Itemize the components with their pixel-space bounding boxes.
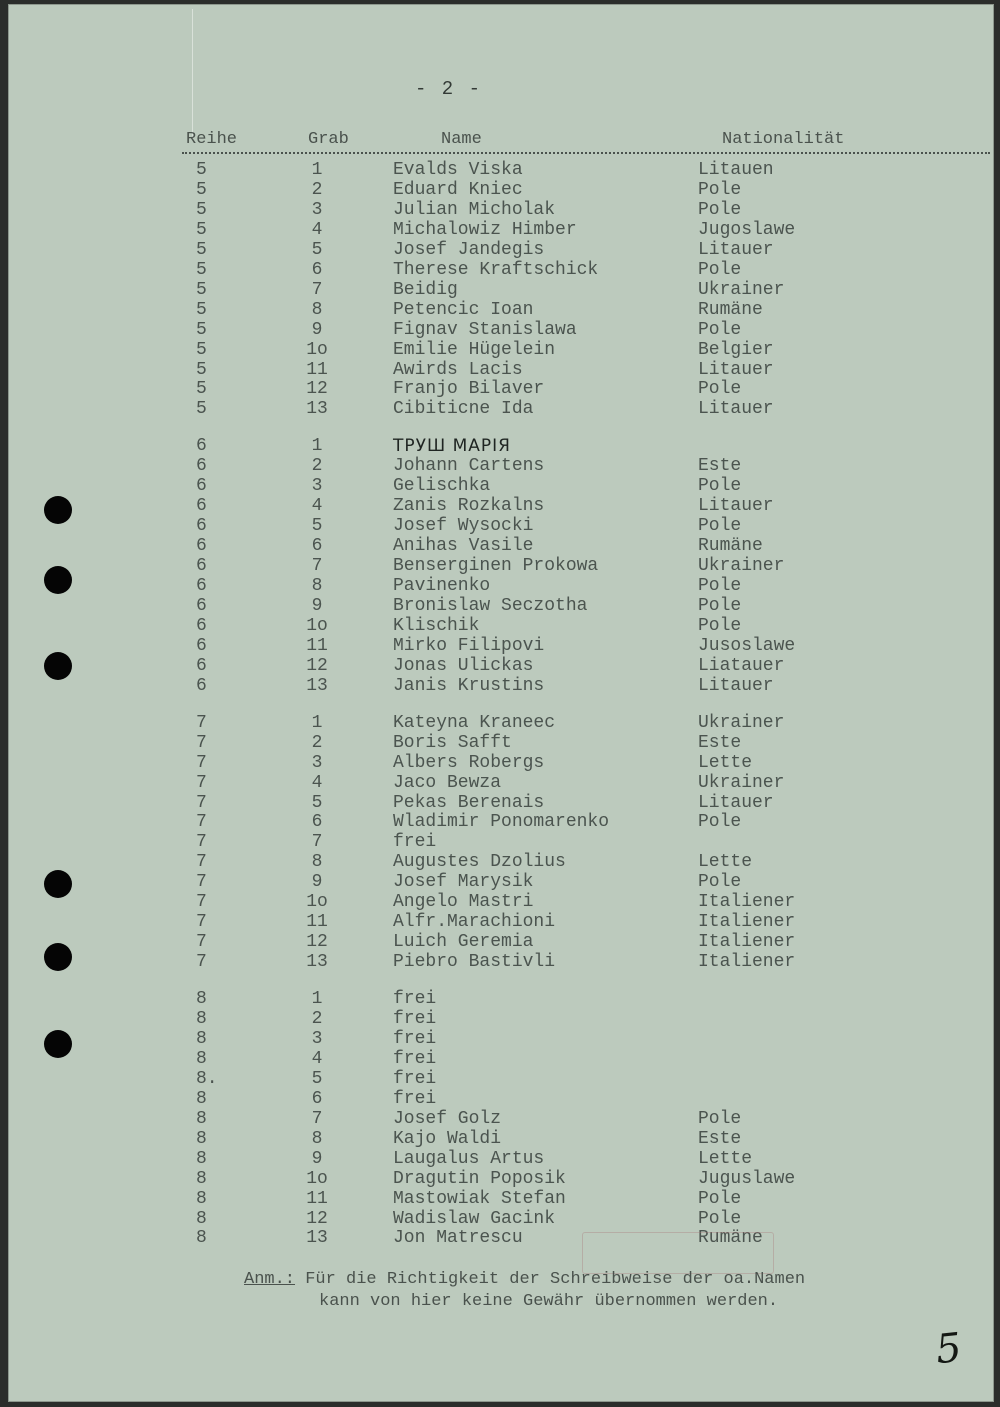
table-row (0, 616, 1000, 636)
reihe-cell: 6 (196, 456, 207, 477)
grab-cell: 1o (306, 892, 328, 913)
reihe-cell: 8 (196, 1108, 207, 1129)
table-row (0, 713, 1000, 733)
nationality-cell: Ukrainer (698, 712, 785, 733)
grab-cell: 4 (311, 1048, 323, 1069)
reihe-cell: 8 (196, 1009, 207, 1029)
grab-cell: 6 (311, 259, 323, 280)
grab-cell: 2 (311, 179, 323, 200)
grab-cell: 12 (306, 1208, 328, 1229)
nationality-cell: Litauen (698, 160, 774, 180)
reihe-cell: 7 (196, 912, 207, 933)
nationality-cell: Litauer (698, 239, 774, 260)
name-cell: Klischik (393, 615, 480, 636)
reihe-cell: 5 (196, 319, 207, 340)
nationality-cell: Este (698, 732, 742, 753)
reihe-cell: 5 (196, 379, 207, 400)
reihe-cell: 6 (196, 615, 207, 636)
note-text-1: Für die Richtigkeit der Schreibweise der oa.Namen (305, 1270, 806, 1289)
name-cell: Pavinenko (393, 576, 491, 596)
table-row (0, 912, 1000, 932)
name-cell: Mastowiak Stefan (393, 1188, 566, 1209)
grab-cell: 9 (311, 319, 323, 340)
grab-cell: 9 (311, 872, 323, 893)
name-cell: Jonas Ulickas (393, 655, 534, 676)
name-cell: ТРУШ МАРІЯ (393, 436, 511, 457)
grab-cell: 4 (311, 772, 323, 793)
grab-cell: 1 (311, 160, 323, 180)
grab-cell: 1o (306, 1168, 328, 1189)
grab-cell: 8 (311, 576, 323, 596)
grab-cell: 11 (306, 635, 328, 656)
table-row (0, 536, 1000, 556)
nationality-cell: Rumäne (698, 1228, 763, 1249)
reihe-cell: 6 (196, 476, 207, 497)
grab-cell: 7 (311, 832, 323, 853)
grab-cell: 12 (306, 379, 328, 400)
grab-cell: 6 (311, 812, 323, 833)
nationality-cell: Pole (698, 872, 742, 893)
name-cell: frei (393, 1068, 437, 1089)
name-cell: Emilie Hügelein (393, 339, 556, 360)
name-cell: Franjo Bilaver (393, 379, 545, 400)
name-cell: Gelischka (393, 476, 491, 497)
reihe-cell: 7 (196, 832, 207, 853)
nationality-cell: Juguslawe (698, 1168, 796, 1189)
table-row (0, 952, 1000, 972)
grab-cell: 11 (306, 359, 328, 380)
table-row (0, 989, 1000, 1009)
grab-cell: 8 (311, 299, 323, 320)
name-cell: frei (393, 1048, 437, 1069)
name-cell: Therese Kraftschick (393, 259, 599, 280)
name-cell: Michalowiz Himber (393, 219, 577, 240)
name-cell: frei (393, 832, 437, 853)
nationality-cell: Pole (698, 595, 742, 616)
nationality-cell: Pole (698, 576, 742, 596)
reihe-cell: 7 (196, 932, 207, 953)
nationality-cell: Litauer (698, 792, 774, 813)
reihe-cell: 5 (196, 339, 207, 360)
name-cell: Mirko Filipovi (393, 635, 545, 656)
nationality-cell: Lette (698, 752, 753, 773)
nationality-cell: Ukrainer (698, 556, 785, 577)
header-divider (182, 152, 990, 154)
grab-cell: 4 (311, 219, 323, 240)
grab-cell: 7 (311, 1108, 323, 1129)
reihe-cell: 7 (196, 792, 207, 813)
name-cell: Awirds Lacis (393, 359, 523, 380)
table-row (0, 260, 1000, 280)
nationality-cell: Este (698, 456, 742, 477)
page-number: - 2 - (415, 78, 483, 100)
grab-cell: 6 (311, 536, 323, 557)
reihe-cell: 5 (196, 199, 207, 220)
grab-cell: 8 (311, 852, 323, 873)
table-row (0, 753, 1000, 773)
reihe-cell: 5 (196, 279, 207, 300)
faint-pencil-notes (815, 1012, 935, 1262)
table-row (0, 476, 1000, 496)
reihe-cell: 8 (196, 1208, 207, 1229)
reihe-cell: 8 (196, 1088, 207, 1109)
reihe-cell: 5 (196, 179, 207, 200)
table-row (0, 340, 1000, 360)
table-row (0, 932, 1000, 952)
name-cell: frei (393, 1088, 437, 1109)
reihe-cell: 6 (196, 496, 207, 517)
table-row (0, 280, 1000, 300)
nationality-cell: Litauer (698, 399, 774, 420)
table-row (0, 379, 1000, 399)
reihe-cell: 7 (196, 812, 207, 833)
reihe-cell: 5 (196, 299, 207, 320)
nationality-cell: Rumäne (698, 299, 763, 320)
reihe-cell: 8. (196, 1068, 218, 1089)
grab-cell: 13 (306, 952, 328, 973)
name-cell: Wadislaw Gacink (393, 1208, 556, 1229)
name-cell: Beidig (393, 279, 458, 300)
table-row (0, 556, 1000, 576)
handwritten-page-mark: 5 (933, 1324, 964, 1374)
name-cell: Piebro Bastivli (393, 952, 556, 973)
name-cell: Augustes Dzolius (393, 852, 566, 873)
grab-cell: 3 (311, 199, 323, 220)
grab-cell: 3 (311, 476, 323, 497)
nationality-cell: Pole (698, 1188, 742, 1209)
reihe-cell: 7 (196, 852, 207, 873)
name-cell: Jaco Bewza (393, 772, 502, 793)
table-row (0, 656, 1000, 676)
nationality-cell: Pole (698, 319, 742, 340)
grab-cell: 9 (311, 1148, 323, 1169)
reihe-cell: 8 (196, 1228, 207, 1249)
name-cell: Jon Matrescu (393, 1228, 523, 1249)
grab-cell: 3 (311, 1028, 323, 1049)
reihe-cell: 6 (196, 516, 207, 537)
grab-cell: 6 (311, 1088, 323, 1109)
fold-line (192, 9, 193, 139)
faded-stamp (582, 1232, 774, 1274)
grab-cell: 7 (311, 556, 323, 577)
name-cell: Pekas Berenais (393, 792, 545, 813)
grab-cell: 5 (311, 516, 323, 537)
grab-cell: 2 (311, 732, 323, 753)
reihe-cell: 7 (196, 732, 207, 753)
reihe-cell: 6 (196, 436, 207, 457)
grab-cell: 2 (311, 1009, 323, 1029)
table-row (0, 436, 1000, 456)
note-label: Anm.: (244, 1270, 296, 1289)
grab-cell: 11 (306, 1188, 328, 1209)
nationality-cell: Italiener (698, 952, 796, 973)
name-cell: frei (393, 1009, 437, 1029)
name-cell: Angelo Mastri (393, 892, 534, 913)
table-row (0, 576, 1000, 596)
reihe-cell: 5 (196, 239, 207, 260)
nationality-cell: Liatauer (698, 655, 785, 676)
reihe-cell: 5 (196, 219, 207, 240)
table-row (0, 200, 1000, 220)
name-cell: Janis Krustins (393, 675, 545, 696)
reihe-cell: 7 (196, 752, 207, 773)
grab-cell: 1o (306, 339, 328, 360)
nationality-cell: Jusoslawe (698, 635, 796, 656)
name-cell: Alfr.Marachioni (393, 912, 556, 933)
grab-cell: 1 (311, 712, 323, 733)
reihe-cell: 7 (196, 872, 207, 893)
name-cell: Petencic Ioan (393, 299, 534, 320)
table-row (0, 852, 1000, 872)
nationality-cell: Ukrainer (698, 279, 785, 300)
name-cell: Cibiticne Ida (393, 399, 534, 420)
name-cell: Josef Marysik (393, 872, 534, 893)
grab-cell: 1 (311, 436, 323, 457)
nationality-cell: Pole (698, 1208, 742, 1229)
nationality-cell: Litauer (698, 675, 774, 696)
reihe-cell: 6 (196, 595, 207, 616)
grab-cell: 5 (311, 239, 323, 260)
name-cell: Josef Wysocki (393, 516, 534, 537)
reihe-cell: 8 (196, 1168, 207, 1189)
table-row (0, 300, 1000, 320)
reihe-cell: 5 (196, 399, 207, 420)
name-cell: Julian Micholak (393, 199, 556, 220)
table-row (0, 773, 1000, 793)
name-cell: Fignav Stanislawa (393, 319, 577, 340)
name-cell: Johann Cartens (393, 456, 545, 477)
nationality-cell: Este (698, 1128, 742, 1149)
header-nationality: Nationalität (722, 130, 845, 149)
nationality-cell: Lette (698, 1148, 753, 1169)
name-cell: Kajo Waldi (393, 1128, 502, 1149)
header-name: Name (441, 130, 482, 149)
grab-cell: 13 (306, 1228, 328, 1249)
table-row (0, 496, 1000, 516)
nationality-cell: Pole (698, 516, 742, 537)
reihe-cell: 6 (196, 556, 207, 577)
reihe-cell: 7 (196, 772, 207, 793)
name-cell: Eduard Kniec (393, 179, 523, 200)
name-cell: Anihas Vasile (393, 536, 534, 557)
reihe-cell: 7 (196, 952, 207, 973)
reihe-cell: 6 (196, 675, 207, 696)
nationality-cell: Pole (698, 199, 742, 220)
grab-cell: 13 (306, 675, 328, 696)
nationality-cell: Pole (698, 379, 742, 400)
table-row (0, 220, 1000, 240)
table-row (0, 399, 1000, 419)
grab-cell: 7 (311, 279, 323, 300)
table-row (0, 733, 1000, 753)
reihe-cell: 5 (196, 359, 207, 380)
header-grab: Grab (308, 130, 349, 149)
nationality-cell: Litauer (698, 359, 774, 380)
table-row (0, 793, 1000, 813)
grab-cell: 13 (306, 399, 328, 420)
name-cell: Boris Safft (393, 732, 512, 753)
reihe-cell: 6 (196, 536, 207, 557)
reihe-cell: 8 (196, 1148, 207, 1169)
name-cell: Josef Jandegis (393, 239, 545, 260)
reihe-cell: 5 (196, 160, 207, 180)
table-row (0, 516, 1000, 536)
table-row (0, 872, 1000, 892)
nationality-cell: Ukrainer (698, 772, 785, 793)
table-row (0, 812, 1000, 832)
grab-cell: 11 (306, 912, 328, 933)
table-row (0, 636, 1000, 656)
name-cell: Laugalus Artus (393, 1148, 545, 1169)
grab-cell: 12 (306, 655, 328, 676)
grab-cell: 3 (311, 752, 323, 773)
name-cell: Luich Geremia (393, 932, 534, 953)
grab-cell: 4 (311, 496, 323, 517)
reihe-cell: 8 (196, 1188, 207, 1209)
table-row (0, 320, 1000, 340)
name-cell: Wladimir Ponomarenko (393, 812, 610, 833)
reihe-cell: 8 (196, 1128, 207, 1149)
reihe-cell: 8 (196, 989, 207, 1010)
grab-cell: 1 (311, 989, 323, 1010)
reihe-cell: 8 (196, 1028, 207, 1049)
table-row (0, 160, 1000, 180)
note-text-2: kann von hier keine Gewähr übernommen werden. (319, 1292, 779, 1311)
name-cell: frei (393, 1028, 437, 1049)
nationality-cell: Pole (698, 476, 742, 497)
table-row (0, 676, 1000, 696)
grab-cell: 12 (306, 932, 328, 953)
nationality-cell: Lette (698, 852, 753, 873)
nationality-cell: Pole (698, 259, 742, 280)
name-cell: Albers Robergs (393, 752, 545, 773)
nationality-cell: Italiener (698, 912, 796, 933)
name-cell: Josef Golz (393, 1108, 502, 1129)
table-row (0, 240, 1000, 260)
name-cell: Dragutin Poposik (393, 1168, 566, 1189)
reihe-cell: 7 (196, 712, 207, 733)
reihe-cell: 8 (196, 1048, 207, 1069)
header-reihe: Reihe (186, 130, 238, 149)
grab-cell: 2 (311, 456, 323, 477)
name-cell: frei (393, 989, 437, 1010)
name-cell: Evalds Viska (393, 160, 523, 180)
name-cell: Kateyna Kraneec (393, 712, 556, 733)
grab-cell: 8 (311, 1128, 323, 1149)
table-row (0, 596, 1000, 616)
grab-cell: 5 (311, 792, 323, 813)
reihe-cell: 7 (196, 892, 207, 913)
table-row (0, 892, 1000, 912)
reihe-cell: 6 (196, 655, 207, 676)
grab-cell: 9 (311, 595, 323, 616)
table-row (0, 456, 1000, 476)
name-cell: Zanis Rozkalns (393, 496, 545, 517)
table-row (0, 832, 1000, 852)
nationality-cell: Jugoslawe (698, 219, 796, 240)
name-cell: Benserginen Prokowa (393, 556, 599, 577)
nationality-cell: Rumäne (698, 536, 763, 557)
nationality-cell: Belgier (698, 339, 774, 360)
nationality-cell: Pole (698, 812, 742, 833)
nationality-cell: Pole (698, 179, 742, 200)
nationality-cell: Pole (698, 615, 742, 636)
reihe-cell: 6 (196, 635, 207, 656)
nationality-cell: Italiener (698, 932, 796, 953)
reihe-cell: 6 (196, 576, 207, 596)
grab-cell: 1o (306, 615, 328, 636)
grab-cell: 5 (311, 1068, 323, 1089)
nationality-cell: Pole (698, 1108, 742, 1129)
nationality-cell: Litauer (698, 496, 774, 517)
reihe-cell: 5 (196, 259, 207, 280)
table-row (0, 180, 1000, 200)
name-cell: Bronislaw Seczotha (393, 595, 588, 616)
note-line-1 (244, 1270, 805, 1289)
nationality-cell: Italiener (698, 892, 796, 913)
table-row (0, 360, 1000, 380)
